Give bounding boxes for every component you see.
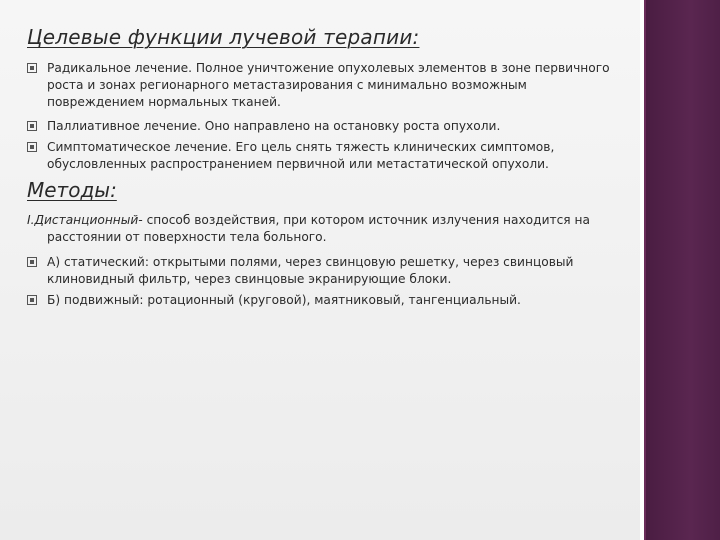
remote-method-paragraph	[27, 212, 617, 246]
goal-text: Радикальное лечение. Полное уничтожение опухолевых элементов в зоне первичного роста и зонах регионарного метастазирования с минимально возможным повреждением нормальных тканей.	[47, 61, 610, 109]
bullet-icon	[27, 121, 37, 131]
methods-heading: Методы:	[27, 178, 117, 202]
bullet-icon	[27, 295, 37, 305]
bullet-icon	[27, 257, 37, 267]
goal-item-radical	[27, 60, 612, 111]
slide-title: Целевые функции лучевой терапии:	[27, 25, 420, 49]
decorative-sidebar	[646, 0, 720, 540]
goal-text: Симптоматическое лечение. Его цель снять тяжесть клинических симптомов, обусловленных распространением первичной или метастатической опухоли.	[47, 140, 555, 171]
method-text: А) статический: открытыми полями, через свинцовую решетку, через свинцовый клиновидный фильтр, через свинцовые экранирующие блоки.	[47, 255, 574, 286]
bullet-icon	[27, 142, 37, 152]
method-item-mobile	[27, 292, 612, 309]
remote-method-lead: I.Дистанционный-	[27, 213, 143, 227]
bullet-icon	[27, 63, 37, 73]
goal-text: Паллиативное лечение. Оно направлено на остановку роста опухоли.	[47, 119, 501, 133]
method-item-static	[27, 254, 612, 288]
method-text: Б) подвижный: ротационный (круговой), маятниковый, тангенциальный.	[47, 293, 521, 307]
goal-item-symptomatic	[27, 139, 612, 173]
remote-method-text: способ воздействия, при котором источник излучения находится на расстоянии от поверхности тела больного.	[47, 213, 590, 244]
goal-item-palliative	[27, 118, 612, 135]
